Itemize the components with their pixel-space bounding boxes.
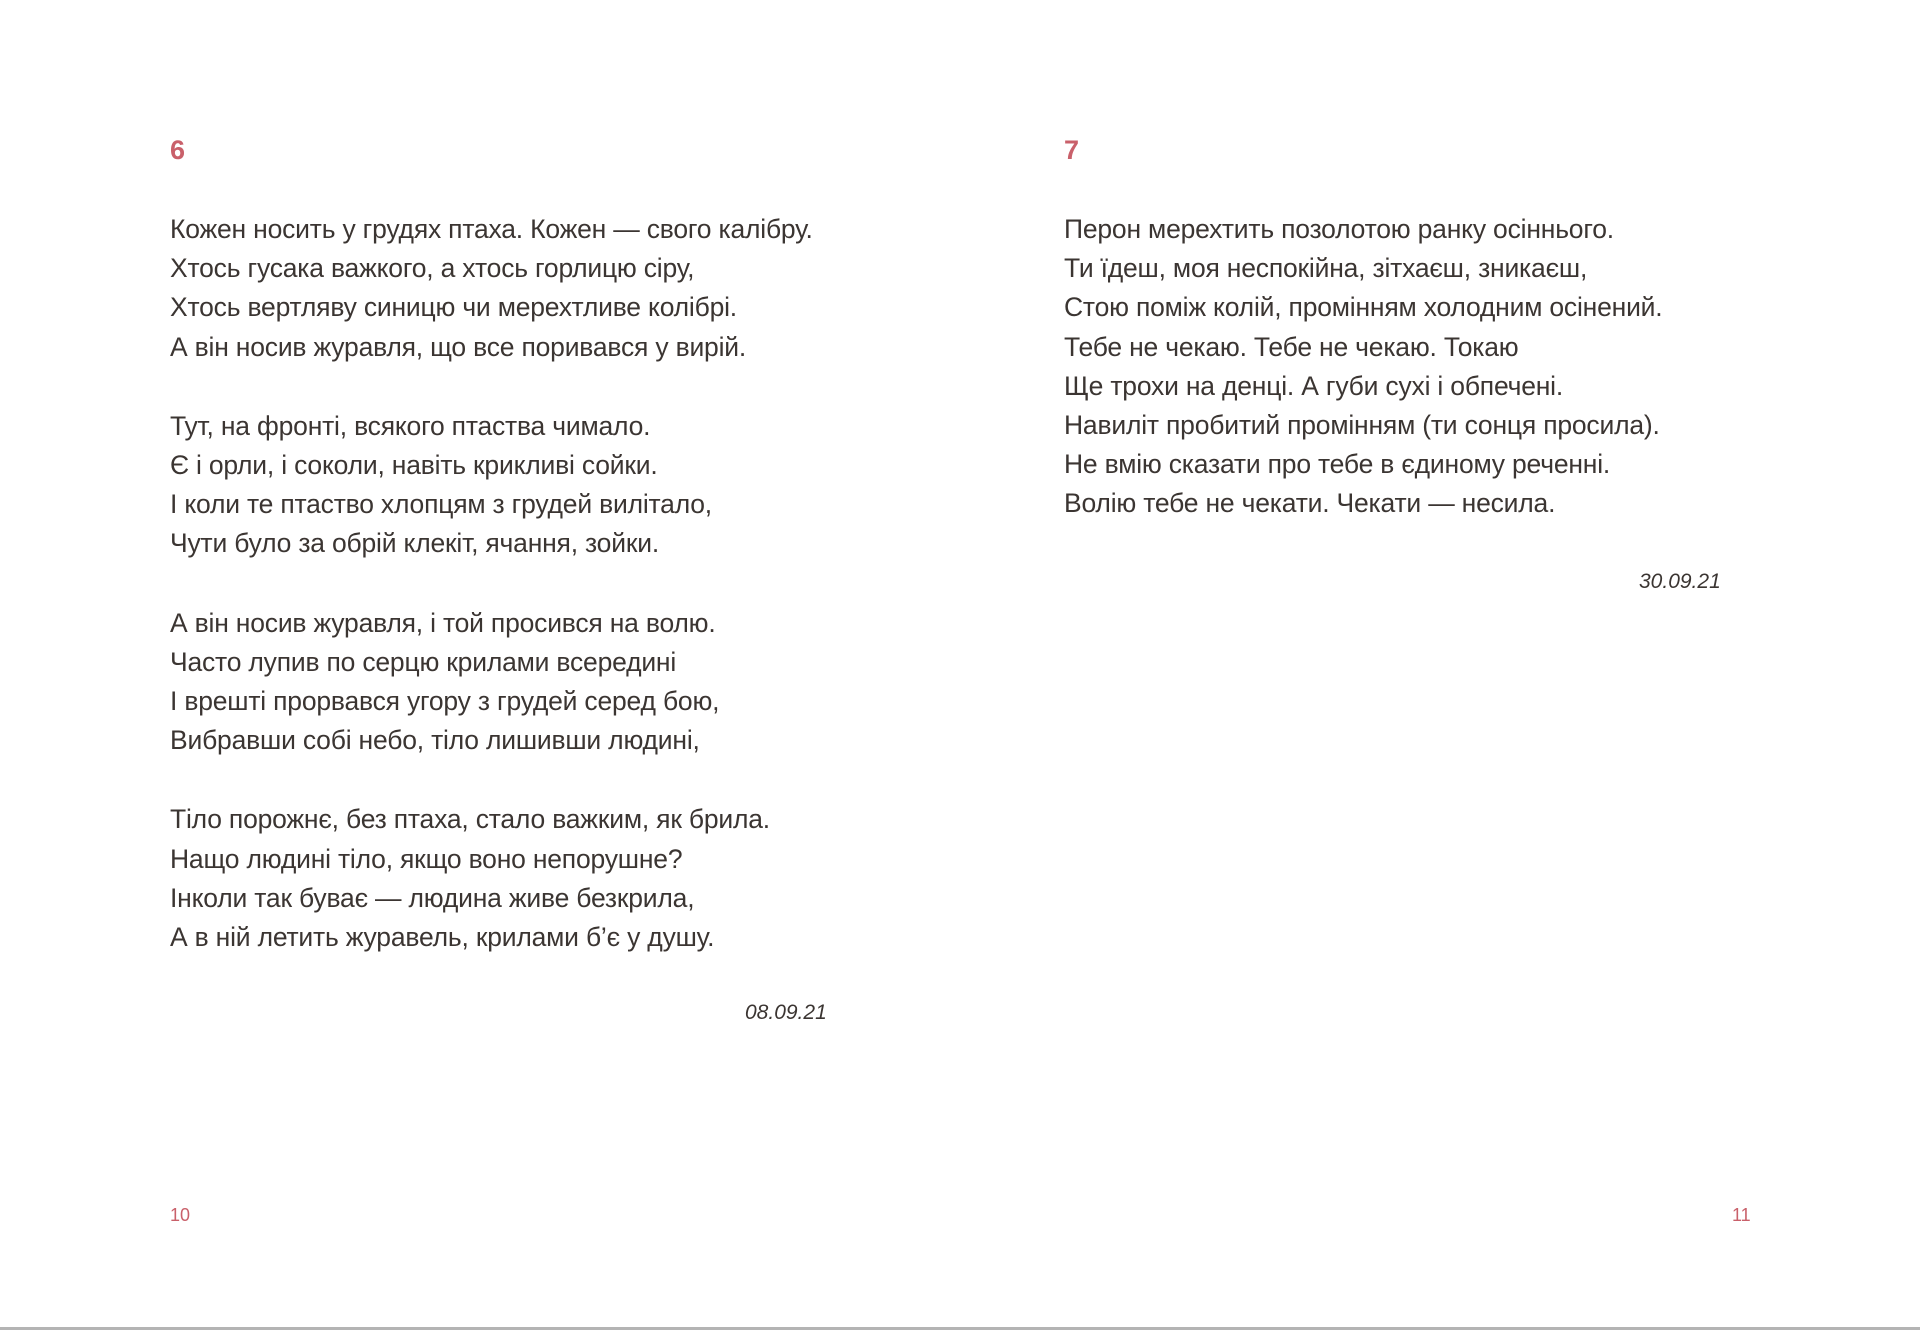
stanza — [170, 800, 813, 957]
poem-line: Не вмію сказати про тебе в єдиному реченні. — [1064, 449, 1611, 480]
right-page — [960, 0, 1920, 1327]
poem-line: Інколи так буває — людина живе безкрила, — [170, 882, 695, 913]
poem-number: 7 — [1064, 135, 1080, 165]
poem-line: Перон мерехтить позолотою ранку осіннього. — [1064, 214, 1614, 244]
stanza — [1064, 210, 1662, 524]
stanza — [170, 407, 813, 564]
poem-line: Ще трохи на денці. А губи сухі і обпечені. — [1064, 370, 1564, 401]
poem-line: Навиліт пробитий промінням (ти сонця просила). — [1064, 410, 1660, 441]
poem-line: Тебе не чекаю. Тебе не чекаю. Токаю — [1064, 331, 1519, 362]
poem-number: 6 — [170, 135, 186, 165]
poem-line: Чути було за обрій клекіт, ячання, зойки. — [170, 528, 659, 559]
poem-line: А в ній летить журавель, крилами б’є у душу. — [170, 922, 715, 953]
poem-line: Хтось гусака важкого, а хтось горлицю сіру, — [170, 253, 695, 284]
poem-line: Стою поміж колій, промінням холодним осінений. — [1064, 292, 1663, 323]
poem-line: Ти їдеш, моя неспокійна, зітхаєш, зникаєш, — [1064, 253, 1588, 284]
poem-date: 08.09.21 — [745, 1001, 827, 1024]
poem-line: Вибравши собі небо, тіло лишивши людині, — [170, 725, 700, 756]
poem-line: А він носив журавля, і той просився на волю. — [170, 607, 716, 638]
poem-line: Волію тебе не чекати. Чекати — несила. — [1064, 488, 1556, 519]
stanza — [170, 210, 813, 367]
poem-line: І коли те птаство хлопцям з грудей вилітало, — [170, 489, 712, 520]
poem-line: Кожен носить у грудях птаха. Кожен — свого калібру. — [170, 214, 813, 244]
poem-line: Нащо людині тіло, якщо воно непорушне? — [170, 843, 683, 874]
poem-date: 30.09.21 — [1639, 570, 1721, 593]
poem-line: Хтось вертляву синицю чи мерехтливе колібрі. — [170, 292, 737, 323]
poem-line: Тіло порожнє, без птаха, стало важким, як брила. — [170, 804, 770, 835]
page-number: 11 — [1732, 1205, 1751, 1225]
poem-line: Тут, на фронті, всякого птаства чимало. — [170, 410, 651, 441]
poem-body — [170, 210, 813, 997]
poem-line: І врешті прорвався угору з грудей серед бою, — [170, 686, 720, 717]
poem-line: Часто лупив по серцю крилами всередині — [170, 646, 677, 677]
poem-body — [1064, 210, 1662, 564]
stanza — [170, 604, 813, 761]
poem-line: Є і орли, і соколи, навіть крикливі сойки. — [170, 450, 658, 481]
page-number: 10 — [170, 1205, 191, 1225]
left-page — [0, 0, 960, 1327]
poem-line: А він носив журавля, що все поривався у вирій. — [170, 331, 747, 362]
